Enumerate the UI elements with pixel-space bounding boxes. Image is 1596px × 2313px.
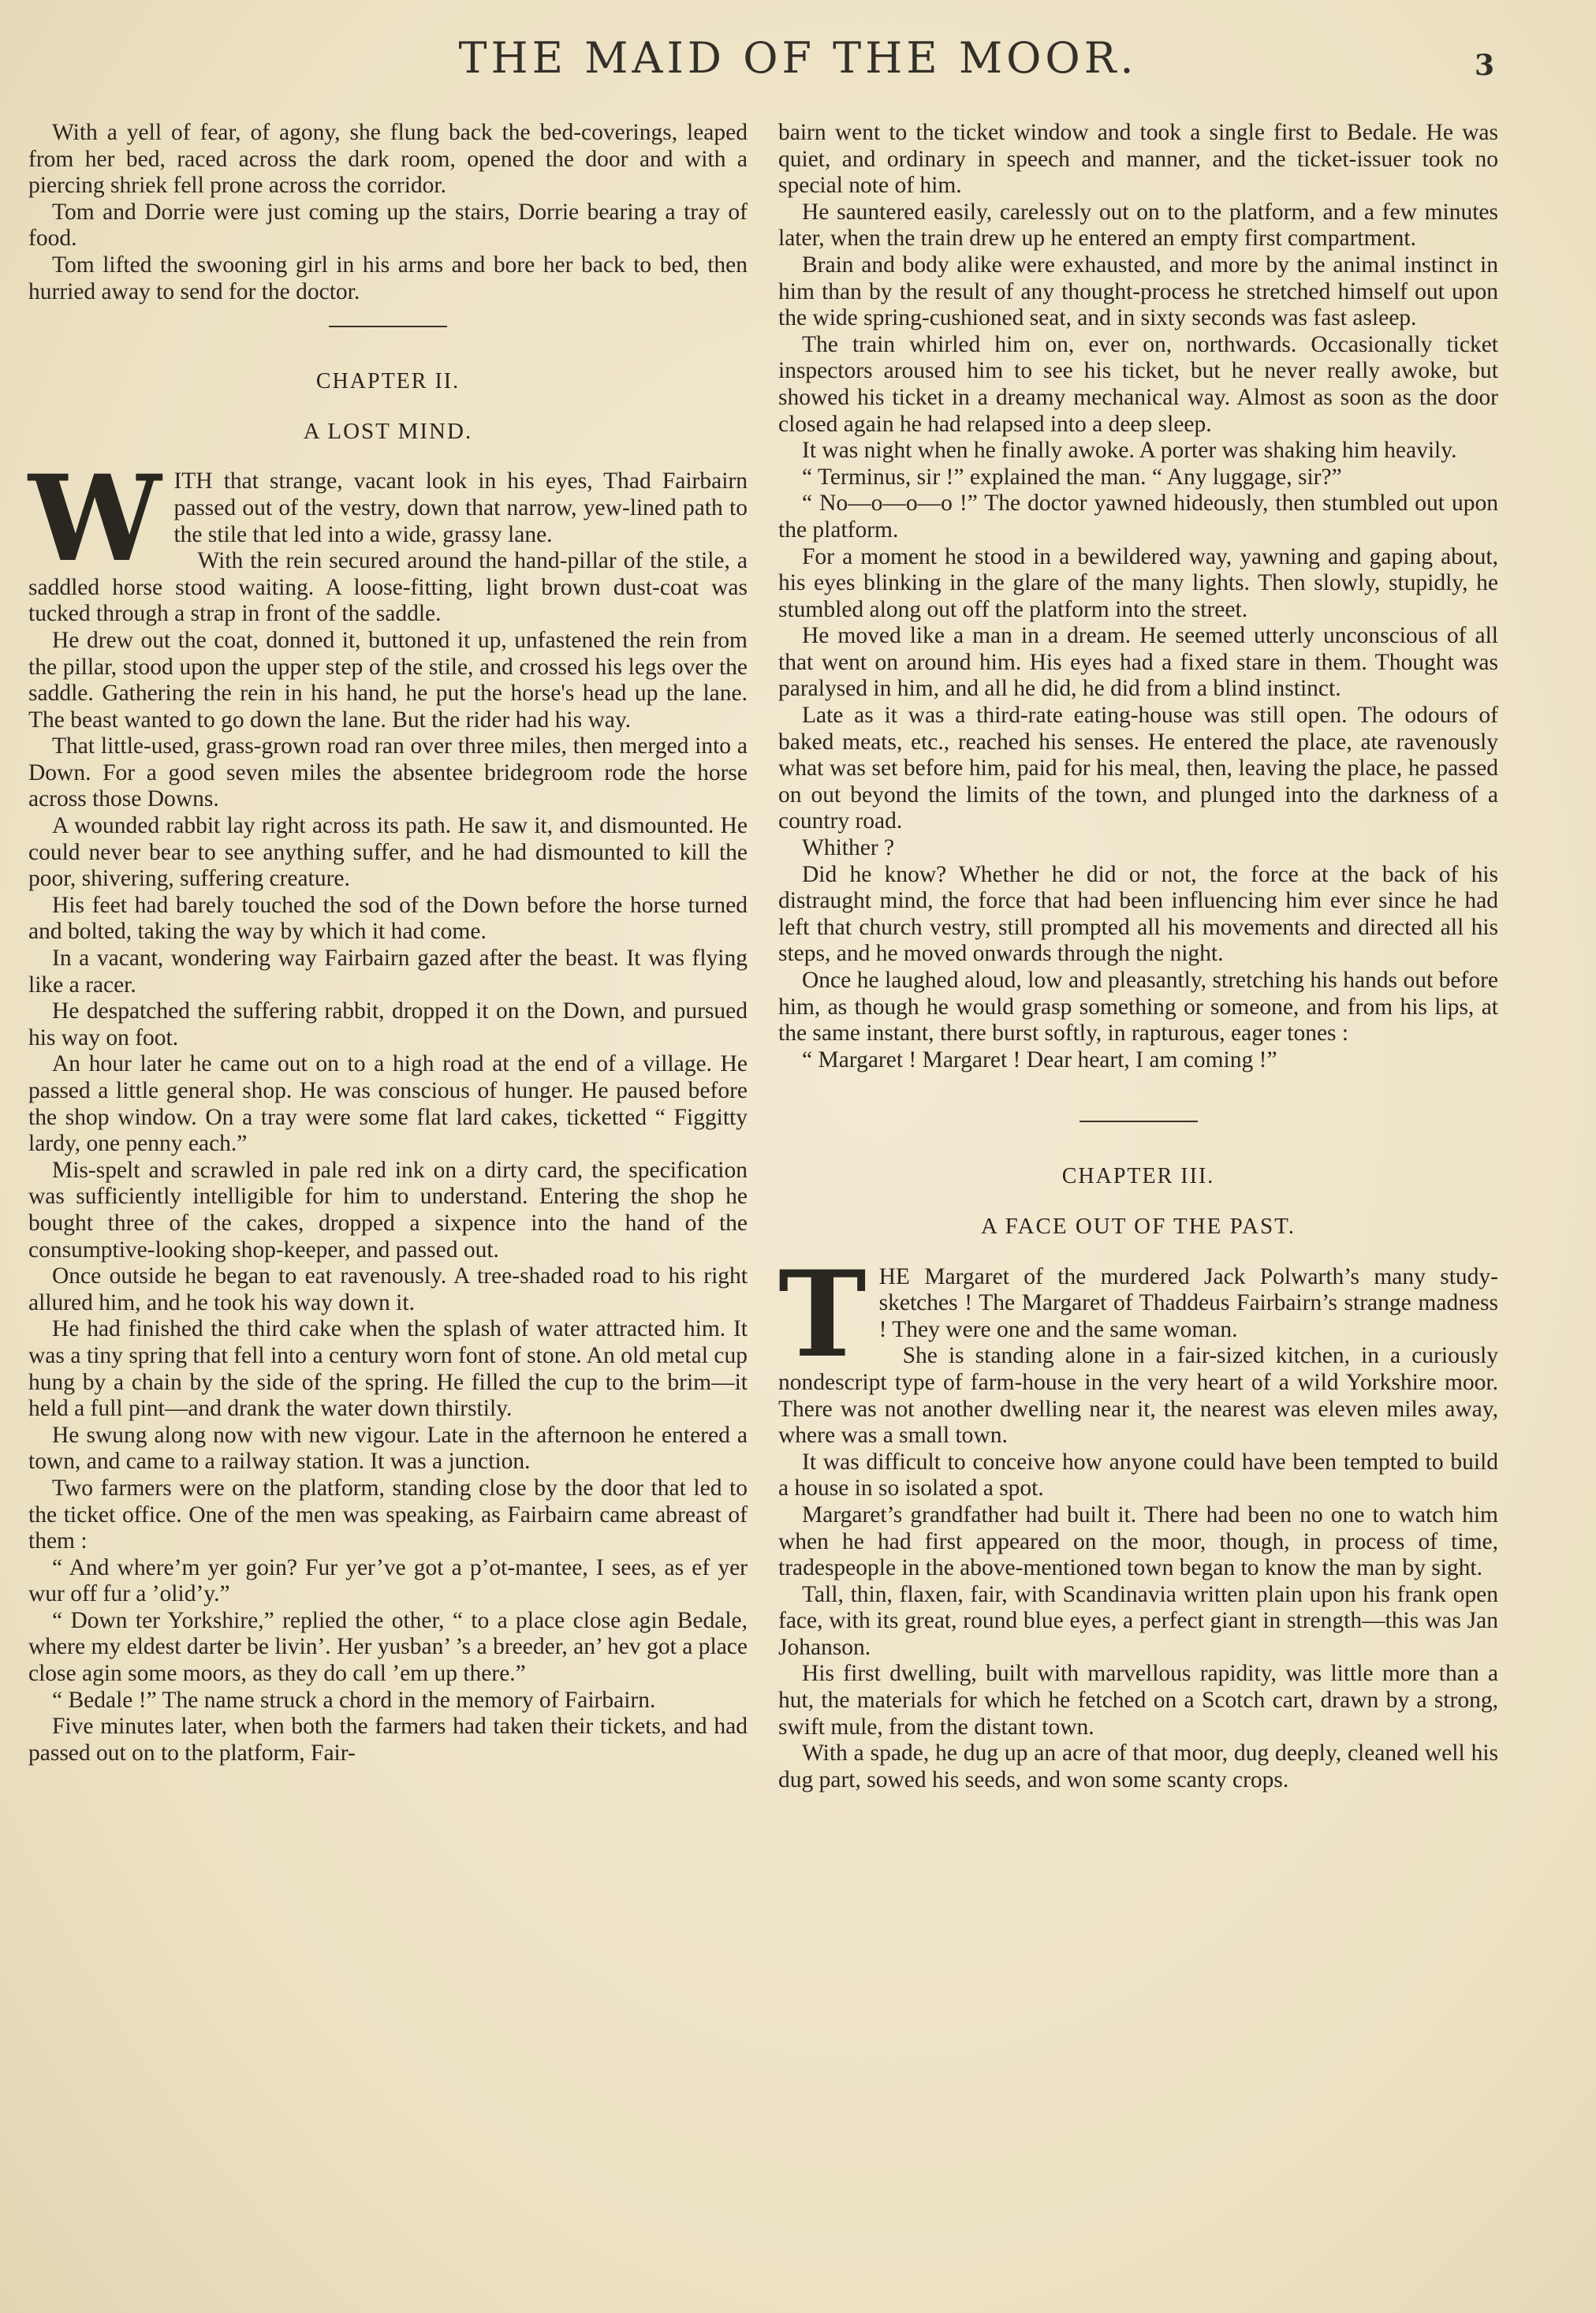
paragraph: “ No—o—o—o !” The doctor yawned hideously, then stumbled out upon the platform. <box>778 491 1498 543</box>
paragraph: Brain and body alike were exhausted, and more by the animal instinct in him than by the result of any thought-process he stretched himself out upon the wide spring-cushioned seat, and in sixty seconds was fast asleep. <box>778 252 1498 331</box>
paragraph: He sauntered easily, carelessly out on to the platform, and a few minutes later, when the train drew up he entered an empty first compartment. <box>778 199 1498 252</box>
paragraph: The train whirled him on, ever on, northwards. Occasionally ticket inspectors aroused him to see his ticket, but he never really awoke, but showed his ticket in a dreamy mechanical way. Almost as soon as the door closed again he had relapsed into a deep sleep. <box>778 331 1498 437</box>
drop-cap-letter: W <box>28 450 162 589</box>
chapter-opening-text: ITH that strange, vacant look in his eyes, Thad Fairbairn passed out of the vestry, down that narrow, yew-lined path to the stile that led into a wide, grassy lane. <box>173 468 748 547</box>
left-column <box>28 120 748 1766</box>
paragraph: Margaret’s grandfather had built it. There had been no one to watch him when he had first appeared on the moor, though, in process of time, tradespeople in the above-mentioned town began to know the man by sight. <box>778 1502 1498 1581</box>
paragraph: “ Terminus, sir !” explained the man. “ Any luggage, sir?” <box>802 464 1342 490</box>
paragraph: Once he laughed aloud, low and pleasantly, stretching his hands out before him, as though he would grasp something or someone, and from his lips, at the same instant, there burst softly, in rapturous, eager tones : <box>778 968 1498 1046</box>
paragraph: Tom lifted the swooning girl in his arms and bore her back to bed, then hurried away to send for the doctor. <box>28 252 748 304</box>
paragraph: Tall, thin, flaxen, fair, with Scandinavia written plain upon his frank open face, with its great, round blue eyes, a perfect giant in strength—this was Jan Johanson. <box>778 1581 1498 1660</box>
paragraph: She is standing alone in a fair-sized kitchen, in a curiously nondescript type of farm-house in the very heart of a wild Yorkshire moor. There was not another dwelling near it, the nearest was eleven miles away, where was a small town. <box>778 1343 1498 1449</box>
paragraph: That little-used, grass-grown road ran over three miles, then merged into a Down. For a good seven miles the absentee bridegroom rode the horse across those Downs. <box>28 733 748 812</box>
paragraph: “ And where’m yer goin? Fur yer’ve got a p’ot-mantee, I sees, as ef yer wur off fur a ’olid’y.” <box>28 1554 748 1607</box>
paragraph: With a spade, he dug up an acre of that moor, dug deeply, cleaned well his dug part, sowed his seeds, and won some scanty crops. <box>778 1740 1498 1793</box>
chapter-title: A FACE OUT OF THE PAST. <box>981 1213 1296 1239</box>
section-divider <box>329 326 447 327</box>
paragraph: Did he know? Whether he did or not, the force at the back of his distraught mind, the force that had been influencing him ever since he had left that church vestry, still prompted all his movements and directed all his steps, and he moved onwards through the night. <box>778 861 1498 967</box>
paragraph: “ Down ter Yorkshire,” replied the other, “ to a place close agin Bedale, where my eldest darter be livin’. Her yusban’ ’s a breeder, an’ hev got a place close agin some moors, as they do call ’em up there.” <box>28 1607 748 1687</box>
paragraph: “ Bedale !” The name struck a chord in the memory of Fairbairn. <box>52 1687 656 1713</box>
continued-paragraph: bairn went to the ticket window and took a single first to Bedale. He was quiet, and ordinary in speech and manner, and the ticket-issuer took no special note of him. <box>778 120 1498 199</box>
running-head-title: THE MAID OF THE MOOR. <box>458 33 1138 83</box>
paragraph: He despatched the suffering rabbit, dropped it on the Down, and pursued his way on foot. <box>28 998 748 1050</box>
paragraph: Once outside he began to eat ravenously. A tree-shaded road to his right allured him, and he took his way down it. <box>28 1263 748 1315</box>
right-column <box>778 120 1498 1793</box>
paragraph: Two farmers were on the platform, standing close by the door that led to the ticket office. One of the men was speaking, as Fairbairn came abreast of them : <box>28 1475 748 1554</box>
paragraph: An hour later he came out on to a high road at the end of a village. He passed a little general shop. He was conscious of hunger. He paused before the shop window. On a tray were some flat lard cakes, ticketted “ Figgitty lardy, one penny each.” <box>28 1051 748 1157</box>
paragraph: He moved like a man in a dream. He seemed utterly unconscious of all that went on around him. His eyes had a fixed stare in them. Thought was paralysed in him, and all he did, he did from a blind instinct. <box>778 623 1498 702</box>
paragraph: In a vacant, wondering way Fairbairn gazed after the beast. It was flying like a racer. <box>28 946 748 998</box>
paragraph: Mis-spelt and scrawled in pale red ink on a dirty card, the specification was sufficiently intelligible for him to understand. Entering the shop he bought three of the cakes, dropped a sixpence into the hand of the consumptive-looking shop-keeper, and passed out. <box>28 1157 748 1263</box>
paragraph: He had finished the third cake when the splash of water attracted him. It was a tiny spring that fell into a century worn font of stone. An old metal cup hung by a chain by the side of the spring. He filled the cup to the brim—it held a full pint—and drank the water down thirstily. <box>28 1316 748 1422</box>
paragraph: A wounded rabbit lay right across its path. He saw it, and dismounted. He could never bear to see anything suffer, and he had dismounted to kill the poor, shivering, suffering creature. <box>28 813 748 892</box>
section-divider <box>1080 1121 1198 1122</box>
chapter-opening-paragraph <box>778 1244 1498 1384</box>
chapter-title: A LOST MIND. <box>303 418 473 444</box>
paragraph: It was night when he finally awoke. A porter was shaking him heavily. <box>802 438 1457 464</box>
chapter-opening-text: HE Margaret of the murdered Jack Polwarth’s many study-sketches ! The Margaret of Thaddeus Fairbairn’s strange madness ! They were one and the same woman. <box>878 1263 1498 1342</box>
page-number: 3 <box>1475 49 1495 82</box>
paragraph: “ Margaret ! Margaret ! Dear heart, I am coming !” <box>802 1046 1277 1073</box>
paragraph: He drew out the coat, donned it, buttoned it up, unfastened the rein from the pillar, stood upon the upper step of the stile, and crossed his legs over the saddle. Gathering the rein in his hand, he put the horse's head up the lane. The beast wanted to go down the lane. But the rider had his way. <box>28 627 748 733</box>
drop-cap-letter: T <box>778 1244 867 1384</box>
paragraph: Late as it was a third-rate eating-house was still open. The odours of baked meats, etc., reached his senses. He entered the place, ate ravenously what was set before him, paid for his meal, then, leaving the place, he passed on out beyond the limits of the town, and plunged into the darkness of a country road. <box>778 703 1498 834</box>
paragraph: His feet had barely touched the sod of the Down before the horse turned and bolted, taking the way by which it had come. <box>28 892 748 945</box>
paragraph: He swung along now with new vigour. Late in the afternoon he entered a town, and came to a railway station. It was a junction. <box>28 1422 748 1475</box>
chapter-number: CHAPTER II. <box>315 369 461 394</box>
paragraph: It was difficult to conceive how anyone could have been tempted to build a house in so isolated a spot. <box>778 1449 1498 1502</box>
paragraph: Five minutes later, when both the farmers had taken their tickets, and had passed out on to the platform, Fair- <box>28 1714 748 1766</box>
paragraph: His first dwelling, built with marvellous rapidity, was little more than a hut, the materials for which he fetched on a Scotch cart, drawn by a strong, swift mule, from the distant town. <box>778 1661 1498 1740</box>
paragraph: With a yell of fear, of agony, she flung back the bed-coverings, leaped from her bed, raced across the dark room, opened the door and with a piercing shriek fell prone across the corridor. <box>28 120 748 199</box>
paragraph: For a moment he stood in a bewildered way, yawning and gaping about, his eyes blinking in the glare of the many lights. Then slowly, stupidly, he stumbled along out off the platform into the street. <box>778 543 1498 622</box>
paragraph: Whither ? <box>802 835 895 861</box>
chapter-number: CHAPTER III. <box>1061 1164 1215 1189</box>
paragraph: Tom and Dorrie were just coming up the stairs, Dorrie bearing a tray of food. <box>28 199 748 252</box>
paragraph: With the rein secured around the hand-pillar of the stile, a saddled horse stood waiting. A loose-fitting, light brown dust-coat was tucked through a strap in front of the saddle. <box>28 548 748 627</box>
